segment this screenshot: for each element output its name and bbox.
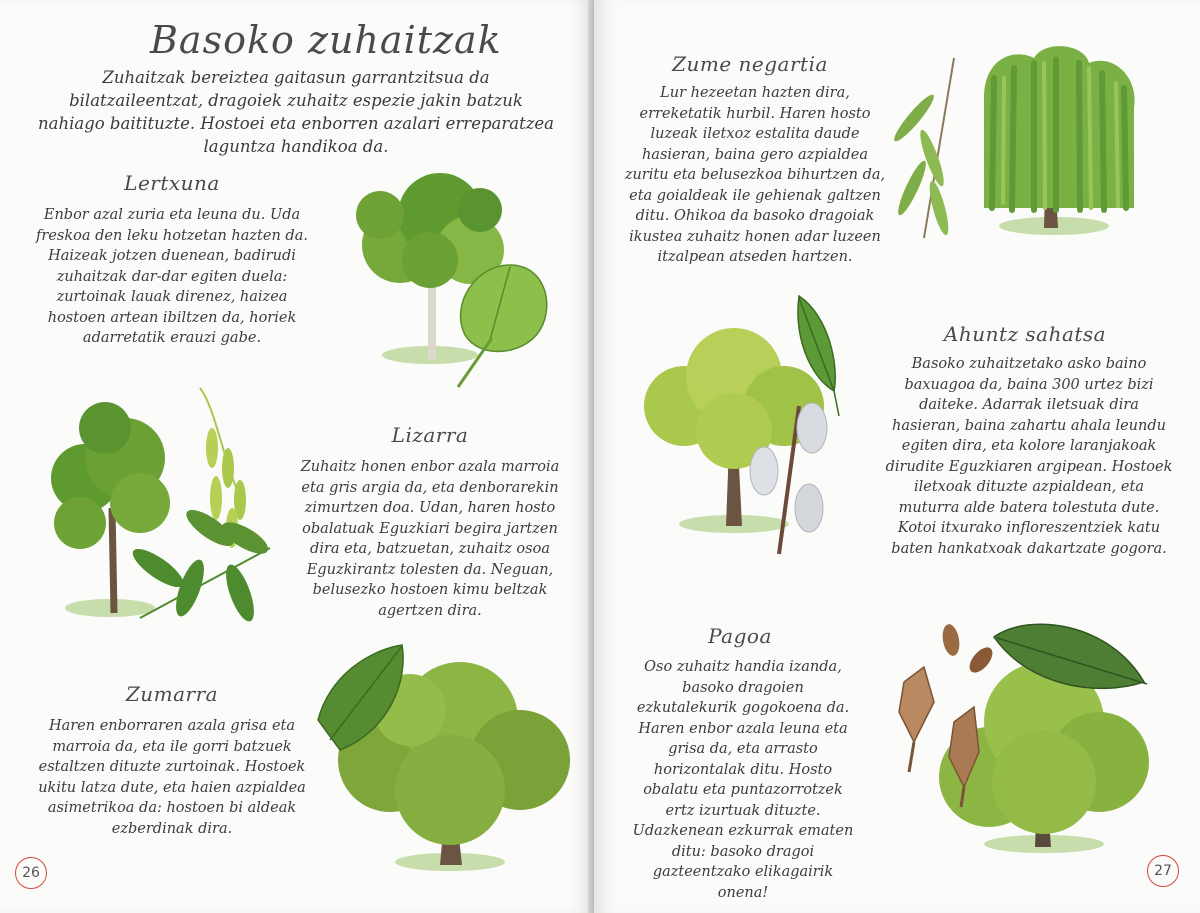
text-lizarra: Zuhaitz honen enbor azala marroia eta gris argia da, eta denborarekin zimurtzen doa. Udan, haren hosto obalatuak Eguzkiari begira jartzen dira eta, batzuetan, zuhaitz osoa Eguzkirantz tolesten da. Neguan, belusezko hostoen kimu beltzak agertzen dira.	[300, 459, 560, 619]
page-number-right: 27	[1147, 855, 1179, 887]
intro-paragraph: Zuhaitzak bereiztea gaitasun garrantzitsua da bilatzaileentzat, dragoiek zuhaitz espezie jakin batzuk nahiago baitituzte. Hostoei eta enborren azalari erreparatzea laguntza handikoa da.	[37, 68, 555, 156]
text-zumarra: Haren enborraren azala grisa eta marroia da, eta ile gorri batzuek estaltzen dituzte zurtoinak. Hostoek ukitu latza dute, eta haien azpialdea asimetrikoa da: hostoen bi aldeak ezberdinak dira.	[38, 718, 306, 837]
text-ahuntz-sahatsa: Basoko zuhaitzetako asko baino baxuagoa da, baina 300 urtez bizi daiteke. Adarrak iletsuak dira hasieran, baina zahartu ahala leundu egiten dira, eta kolore laranjakoak dirudite Eguzkiaren argipean. Hostoek iletxoak dituzte azpialdean, eta muturra alde batera tolestuta dute. Kotoi itxurako infloreszentziek katu baten hankatxoak dakartzate gogora.	[885, 356, 1173, 557]
text-pagoa: Oso zuhaitz handia izanda, basoko dragoien ezkutalekurik gogokoena da. Haren enbor azala leuna eta grisa da, eta arrasto horizontalak ditu. Hosto obalatu eta puntazorrotzek ertz izurtuak dituzte. Udazkenean ezkurrak ematen ditu: basoko dragoi gazteentzako elikagairik onena!	[632, 659, 854, 901]
aspen-tree-illustration	[340, 155, 560, 395]
left-page	[0, 0, 594, 913]
heading-pagoa: Pagoa	[708, 624, 772, 648]
elm-tree-illustration	[310, 640, 580, 880]
heading-lertxuna: Lertxuna	[124, 171, 220, 195]
text-zume-negartia: Lur hezeetan hazten dira, erreketatik hurbil. Haren hosto luzeak iletxoz estalita daude hasieran, baina gero azpialdea zuritu eta belusezkoa bihurtzen da, eta goialdeak ile gehienak galtzen ditu. Ohikoa da basoko dragoiak ikustea zuhaitz honen adar luzeen itzalpean atseden hartzen.	[624, 85, 886, 265]
heading-lizarra: Lizarra	[391, 423, 469, 447]
heading-zumarra: Zumarra	[125, 682, 219, 706]
goat-willow-illustration	[634, 296, 874, 556]
beech-tree-illustration	[879, 612, 1169, 862]
weeping-willow-illustration	[884, 38, 1174, 248]
heading-ahuntz-sahatsa: Ahuntz sahatsa	[943, 322, 1107, 346]
page-number-left: 26	[15, 857, 47, 889]
heading-zume-negartia: Zume negartia	[672, 52, 828, 76]
right-page	[594, 0, 1200, 913]
page-title: Basoko zuhaitzak	[150, 18, 502, 62]
text-lertxuna: Enbor azal zuria eta leuna du. Uda freskoa den leku hotzetan hazten da. Haizeak jotzen duenean, badirudi zuhaitzak dar-dar egiten duela: zurtoinak lauak direnez, haizea hostoen artean ibiltzen da, horiek adarretatik erauzi gabe.	[36, 207, 308, 346]
ash-tree-illustration	[40, 388, 280, 663]
